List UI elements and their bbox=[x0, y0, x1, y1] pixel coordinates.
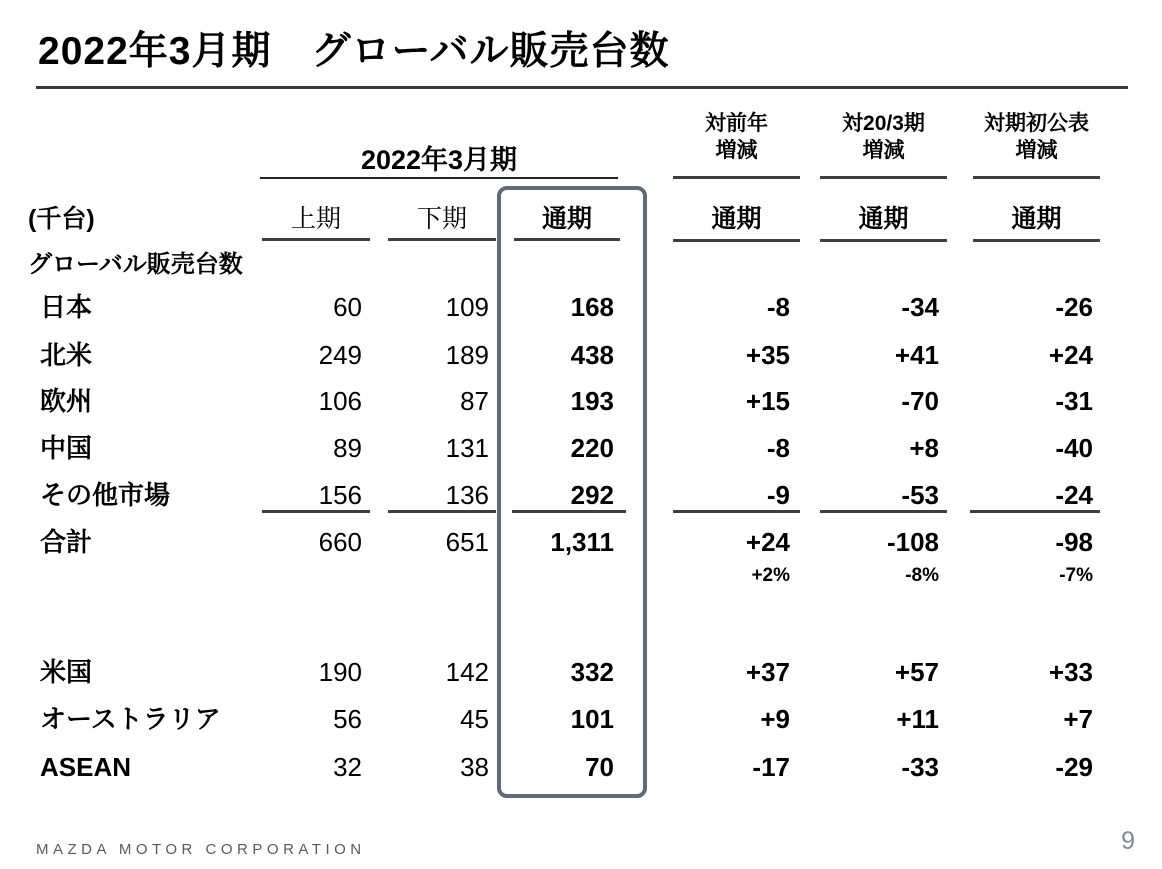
value-yoy: +35 bbox=[745, 340, 790, 370]
value-second-half: 189 bbox=[445, 340, 489, 370]
subheader-row bbox=[0, 200, 1162, 238]
header-yoy-subperiod: 通期 bbox=[711, 205, 762, 233]
value-vsplan: -24 bbox=[1055, 480, 1093, 510]
table-row-total-percent bbox=[0, 561, 1162, 591]
value-second-half: 45 bbox=[460, 704, 489, 734]
value-vs20: -70 bbox=[901, 386, 939, 416]
value-first-half: 56 bbox=[333, 704, 362, 734]
value-vsplan: +7 bbox=[1063, 704, 1093, 734]
value-first-half: 106 bbox=[318, 386, 362, 416]
value-vsplan: -29 bbox=[1055, 752, 1093, 782]
subheader-rule-h1 bbox=[262, 238, 370, 241]
value-vs20: -34 bbox=[901, 292, 939, 322]
value-vsplan: +33 bbox=[1048, 657, 1093, 687]
header-vsplan bbox=[963, 110, 1110, 164]
table-row-japan bbox=[0, 283, 1162, 331]
value-yoy: -8 bbox=[766, 433, 790, 463]
value-second-half: 142 bbox=[445, 657, 489, 687]
value-vs20: -108 bbox=[886, 527, 939, 557]
header-full-year: 通期 bbox=[541, 205, 592, 233]
page-number: 9 bbox=[1121, 827, 1135, 855]
group-label: グローバル販売台数 bbox=[28, 251, 243, 278]
header-vs20-subperiod: 通期 bbox=[858, 205, 909, 233]
value-full-year: 168 bbox=[570, 292, 614, 322]
table-row-europe bbox=[0, 377, 1162, 425]
value-second-half: 131 bbox=[445, 433, 489, 463]
row-label: 欧州 bbox=[40, 386, 93, 416]
table-row-usa bbox=[0, 648, 1162, 696]
value-second-half: 109 bbox=[445, 292, 489, 322]
row-label: オーストラリア bbox=[40, 704, 221, 734]
value-second-half: 651 bbox=[445, 527, 489, 557]
subheader-rule-vsplan bbox=[973, 239, 1100, 242]
value-full-year: 292 bbox=[570, 480, 614, 510]
value-vs20-percent: -8% bbox=[905, 565, 939, 586]
table-row-australia bbox=[0, 695, 1162, 743]
value-vs20: +8 bbox=[909, 433, 939, 463]
value-vsplan-percent: -7% bbox=[1059, 565, 1093, 586]
table-row-other-markets bbox=[0, 471, 1162, 519]
table-row-asean bbox=[0, 743, 1162, 791]
value-first-half: 660 bbox=[318, 527, 362, 557]
header-yoy-line2: 増減 bbox=[715, 139, 758, 162]
value-first-half: 249 bbox=[318, 340, 362, 370]
table-row-china bbox=[0, 424, 1162, 472]
value-vs20: -33 bbox=[901, 752, 939, 782]
value-vsplan: -98 bbox=[1055, 527, 1093, 557]
value-full-year: 70 bbox=[585, 752, 614, 782]
header-vsplan-rule bbox=[973, 176, 1100, 179]
value-yoy: +37 bbox=[745, 657, 790, 687]
row-label: ASEAN bbox=[40, 752, 132, 782]
value-vsplan: -31 bbox=[1055, 386, 1093, 416]
value-vs20: +41 bbox=[894, 340, 939, 370]
header-vs20 bbox=[815, 110, 952, 164]
period-header: 2022年3月期 bbox=[360, 145, 518, 175]
table-row-total bbox=[0, 518, 1162, 566]
row-label: 北米 bbox=[40, 340, 93, 370]
value-first-half: 190 bbox=[318, 657, 362, 687]
value-vs20: -53 bbox=[901, 480, 939, 510]
header-first-half: 上期 bbox=[290, 205, 341, 233]
subheader-rule-yoy bbox=[673, 239, 800, 242]
value-full-year: 332 bbox=[570, 657, 614, 687]
header-vsplan-subperiod: 通期 bbox=[1011, 205, 1062, 233]
period-header-rule bbox=[260, 177, 618, 179]
unit-label: (千台) bbox=[28, 205, 95, 233]
row-label: 中国 bbox=[40, 433, 93, 463]
value-yoy: +24 bbox=[745, 527, 790, 557]
table-row-north-america bbox=[0, 331, 1162, 379]
value-first-half: 32 bbox=[333, 752, 362, 782]
value-first-half: 156 bbox=[318, 480, 362, 510]
value-vsplan: -26 bbox=[1055, 292, 1093, 322]
subheader-rule-vs20 bbox=[820, 239, 947, 242]
value-yoy: -8 bbox=[766, 292, 790, 322]
header-yoy-rule bbox=[673, 176, 800, 179]
value-vsplan: +24 bbox=[1048, 340, 1093, 370]
header-yoy-line1: 対前年 bbox=[705, 112, 768, 135]
value-first-half: 60 bbox=[333, 292, 362, 322]
value-yoy: +9 bbox=[760, 704, 790, 734]
header-yoy bbox=[668, 110, 805, 164]
header-vs20-rule bbox=[820, 176, 947, 179]
value-vs20: +57 bbox=[894, 657, 939, 687]
value-second-half: 136 bbox=[445, 480, 489, 510]
value-full-year: 193 bbox=[570, 386, 614, 416]
value-full-year: 438 bbox=[570, 340, 614, 370]
subheader-rule-h2 bbox=[388, 238, 496, 241]
value-yoy: -17 bbox=[752, 752, 790, 782]
company-footer: MAZDA MOTOR CORPORATION bbox=[36, 841, 366, 858]
header-vsplan-line2: 増減 bbox=[1015, 139, 1058, 162]
page-title: 2022年3月期 グローバル販売台数 bbox=[38, 30, 670, 73]
row-label: 日本 bbox=[40, 292, 93, 322]
value-full-year: 101 bbox=[570, 704, 614, 734]
header-second-half: 下期 bbox=[416, 205, 467, 233]
title-rule bbox=[36, 86, 1128, 89]
header-vs20-line2: 増減 bbox=[862, 139, 905, 162]
value-full-year: 1,311 bbox=[550, 527, 614, 557]
value-yoy: +15 bbox=[745, 386, 790, 416]
value-vs20: +11 bbox=[896, 704, 939, 734]
value-yoy-percent: +2% bbox=[751, 565, 790, 586]
value-first-half: 89 bbox=[333, 433, 362, 463]
value-vsplan: -40 bbox=[1055, 433, 1093, 463]
row-label: その他市場 bbox=[40, 480, 171, 510]
value-second-half: 38 bbox=[460, 752, 489, 782]
row-label: 合計 bbox=[40, 527, 93, 557]
header-vs20-line1: 対20/3期 bbox=[842, 112, 925, 135]
value-full-year: 220 bbox=[570, 433, 614, 463]
row-label: 米国 bbox=[40, 657, 93, 687]
header-vsplan-line1: 対期初公表 bbox=[984, 112, 1089, 135]
subheader-rule-full bbox=[514, 238, 620, 241]
value-yoy: -9 bbox=[766, 480, 790, 510]
value-second-half: 87 bbox=[460, 386, 489, 416]
